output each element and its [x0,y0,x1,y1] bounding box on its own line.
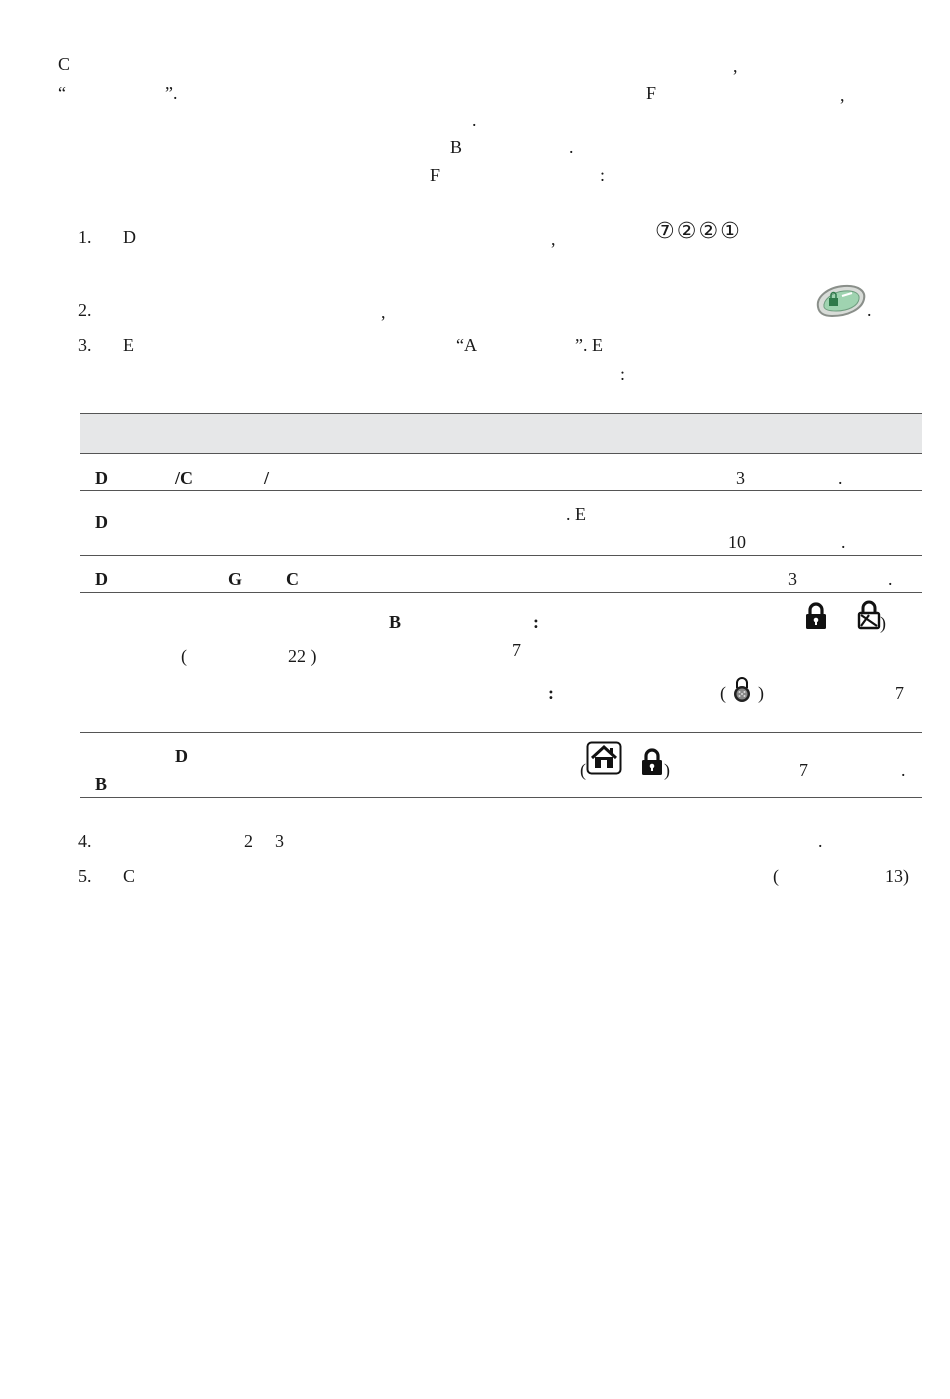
table-cell: ) [664,760,670,780]
keypad-lock-icon [732,676,752,704]
step-text: D [123,227,136,247]
table-cell: /C [175,468,193,488]
table-cell: . [838,468,843,488]
table-header [80,414,922,453]
step-number: 5. [78,866,92,886]
step-text: 2 [244,831,253,851]
table-cell: D [95,512,108,532]
step-text: ”. E [575,335,603,355]
table-rule [80,555,922,556]
step-number: 4. [78,831,92,851]
table-cell: 7 [895,683,904,703]
table-cell: / [264,468,270,488]
step-text: . [818,831,823,851]
table-cell: B [389,612,402,632]
table-cell: ) [880,613,886,633]
intro-text: . [569,137,574,157]
table-cell: ) [758,683,764,703]
table-cell: : [548,683,554,703]
intro-text: F [430,165,441,185]
table-rule [80,490,922,491]
step-number: 3. [78,335,92,355]
intro-text: : [600,165,606,185]
lock-partial-icon [856,600,882,630]
table-cell: 7 [512,640,521,660]
step-text: , [381,302,386,322]
lock-icon [804,602,828,630]
home-icon [586,741,622,775]
table-cell: 7 [799,760,808,780]
table-cell: D [95,468,108,488]
table-cell: . E [566,504,586,524]
step-text: 13) [885,866,909,886]
table-rule [80,732,922,733]
table-rule [80,592,922,593]
table-cell: ( [720,683,726,703]
table-cell: 22 ) [288,646,317,666]
table-cell: D [95,569,108,589]
table-cell: . [888,569,893,589]
table-cell: C [286,569,299,589]
intro-text: C [58,54,71,74]
intro-text: “ [58,83,66,103]
step-text: 3 [275,831,284,851]
keypad-code: ⑦②②① [655,219,742,244]
step-text: ( [773,866,779,886]
table-cell: 3 [736,468,745,488]
intro-text: . [472,110,477,130]
intro-text: , [733,56,738,76]
step-text: . [867,300,872,320]
step-text: : [620,364,626,384]
intro-text: ”. [165,83,178,103]
step-number: 1. [78,227,92,247]
intro-text: F [646,83,657,103]
table-cell: B [95,774,108,794]
table-cell: . [901,760,906,780]
step-text: , [551,229,556,249]
remote-key-icon [812,283,868,319]
step-text: “A [456,335,477,355]
table-cell: 3 [788,569,797,589]
step-text: E [123,335,134,355]
table-cell: 10 [728,532,746,552]
table-cell: ( [181,646,187,666]
table-cell: G [228,569,243,589]
step-number: 2. [78,300,92,320]
table-cell: . [841,532,846,552]
table-rule [80,453,922,454]
step-text: C [123,866,136,886]
intro-text: B [450,137,463,157]
table-rule [80,797,922,798]
intro-text: , [840,85,845,105]
lock-icon [640,748,664,776]
table-cell: ( [580,760,586,780]
table-cell: : [533,612,539,632]
table-cell: D [175,746,188,766]
